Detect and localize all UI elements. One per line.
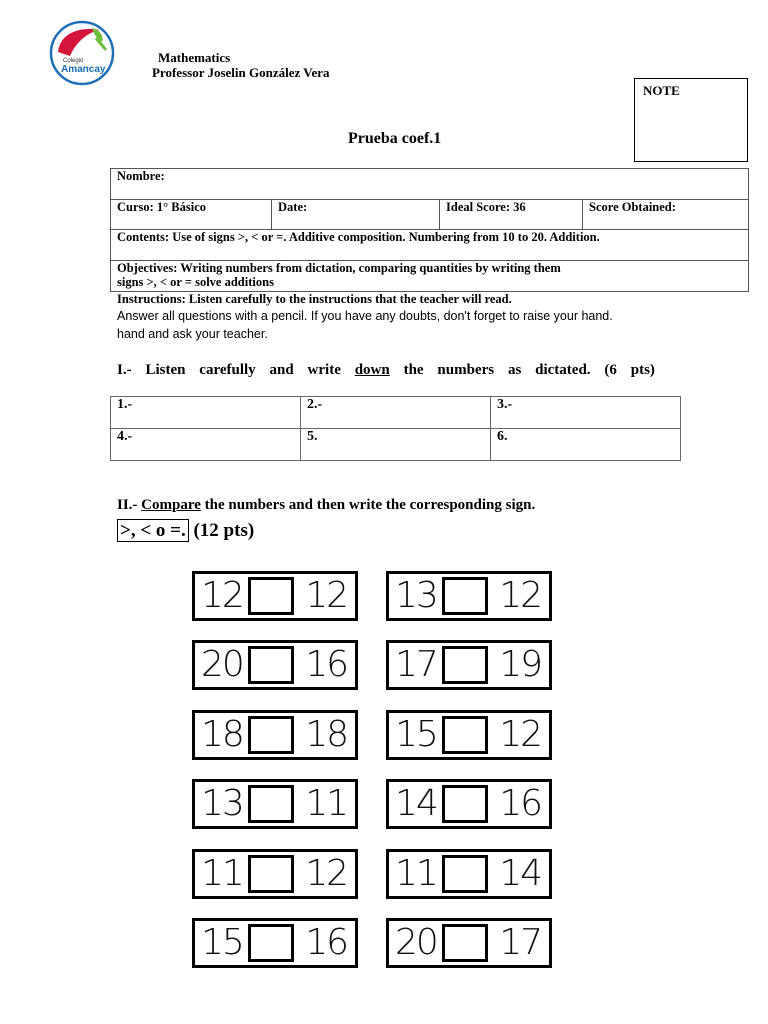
dictation-cell-2[interactable]: 2.-: [301, 397, 491, 429]
left-number: 17: [395, 644, 437, 685]
contents-cell: Contents: Use of signs >, < or =. Additive composition. Numbering from 10 to 20. Addition.: [111, 230, 749, 261]
comparison-item: [192, 918, 358, 968]
heading-word: numbers: [437, 362, 495, 378]
comparison-item: [192, 640, 358, 690]
left-number: 13: [395, 575, 437, 616]
left-number: 14: [395, 783, 437, 824]
dictation-cell-1[interactable]: 1.-: [111, 397, 301, 429]
right-number: 16: [499, 783, 541, 824]
heading-word: dictated.: [535, 362, 591, 378]
dictation-table: [110, 396, 681, 461]
left-number: 11: [201, 853, 243, 894]
dictation-cell-6[interactable]: 6.: [491, 429, 681, 461]
heading-word: I.-: [117, 362, 132, 378]
logo-text-small: Colegio: [63, 58, 84, 64]
answer-square[interactable]: [248, 785, 294, 823]
right-number: 16: [305, 644, 347, 685]
subject-label: Mathematics: [158, 50, 231, 65]
professor-label: Professor Joselin González Vera: [152, 65, 330, 80]
heading-word: the: [403, 362, 424, 378]
right-number: 11: [305, 783, 347, 824]
answer-square[interactable]: [442, 577, 488, 615]
heading-word: and: [269, 362, 294, 378]
heading-word: (6: [604, 362, 617, 378]
comparison-item: [192, 779, 358, 829]
section-2-points: (12 pts): [193, 520, 255, 541]
heading-word-underlined: down: [354, 362, 390, 378]
objectives-line-2: signs >, < or = solve additions: [117, 275, 274, 289]
heading-word: carefully: [199, 362, 256, 378]
heading-word: pts): [630, 362, 655, 378]
instructions-line-2: Answer all questions with a pencil. If you have any doubts, don't forget to raise your hand.: [117, 309, 613, 323]
date-field[interactable]: Date:: [272, 200, 440, 230]
student-info-table: [110, 168, 749, 292]
name-field[interactable]: [111, 169, 749, 200]
section-2-heading: [117, 497, 535, 514]
left-number: 20: [201, 644, 243, 685]
left-number: 12: [201, 575, 243, 616]
answer-square[interactable]: [248, 577, 294, 615]
comparison-item: [386, 710, 552, 760]
right-number: 16: [305, 922, 347, 963]
note-box[interactable]: [634, 78, 748, 162]
answer-square[interactable]: [248, 716, 294, 754]
heading-word: as: [507, 362, 522, 378]
answer-square[interactable]: [248, 924, 294, 962]
right-number: 18: [305, 714, 347, 755]
answer-square[interactable]: [442, 924, 488, 962]
comparison-item: [192, 710, 358, 760]
right-number: 12: [305, 575, 347, 616]
comparison-item: [192, 571, 358, 621]
school-logo: [48, 20, 116, 86]
answer-square[interactable]: [248, 855, 294, 893]
dictation-cell-3[interactable]: 3.-: [491, 397, 681, 429]
heading-word: write: [307, 362, 341, 378]
section-1-heading: [117, 362, 655, 379]
right-number: 12: [499, 714, 541, 755]
section-2-rest: the numbers and then write the corresponding sign.: [200, 497, 536, 513]
section-2-prefix: II.-: [117, 497, 138, 513]
answer-square[interactable]: [442, 785, 488, 823]
note-label: NOTE: [643, 83, 680, 98]
dictation-cell-5[interactable]: 5.: [301, 429, 491, 461]
comparison-item: [192, 849, 358, 899]
course-cell: Curso: 1° Básico: [111, 200, 272, 230]
objectives-line-1: Objectives: Writing numbers from dictation, comparing quantities by writing them: [117, 261, 561, 275]
left-number: 20: [395, 922, 437, 963]
objectives-cell: [111, 261, 749, 292]
comparison-item: [386, 849, 552, 899]
comparison-item: [386, 571, 552, 621]
instructions-line-1: Instructions: Listen carefully to the instructions that the teacher will read.: [117, 292, 512, 306]
comparison-item: [386, 779, 552, 829]
right-number: 17: [499, 922, 541, 963]
name-label: Nombre:: [117, 169, 165, 183]
answer-square[interactable]: [248, 646, 294, 684]
ideal-score-cell: Ideal Score: 36: [440, 200, 583, 230]
right-number: 19: [499, 644, 541, 685]
right-number: 12: [305, 853, 347, 894]
signs-box: >, < o =.: [117, 519, 189, 542]
heading-word: Listen: [145, 362, 186, 378]
left-number: 15: [395, 714, 437, 755]
score-obtained-field[interactable]: Score Obtained:: [583, 200, 749, 230]
left-number: 11: [395, 853, 437, 894]
section-2-signs: [117, 520, 254, 542]
comparison-item: [386, 918, 552, 968]
page-title: Prueba coef.1: [348, 130, 442, 147]
left-number: 18: [201, 714, 243, 755]
dictation-cell-4[interactable]: 4.-: [111, 429, 301, 461]
instructions-line-3: hand and ask your teacher.: [117, 327, 268, 341]
right-number: 14: [499, 853, 541, 894]
left-number: 15: [201, 922, 243, 963]
left-number: 13: [201, 783, 243, 824]
answer-square[interactable]: [442, 855, 488, 893]
logo-text-main: Amancay: [61, 64, 106, 75]
answer-square[interactable]: [442, 716, 488, 754]
comparison-item: [386, 640, 552, 690]
right-number: 12: [499, 575, 541, 616]
compare-word: Compare: [141, 497, 201, 513]
answer-square[interactable]: [442, 646, 488, 684]
